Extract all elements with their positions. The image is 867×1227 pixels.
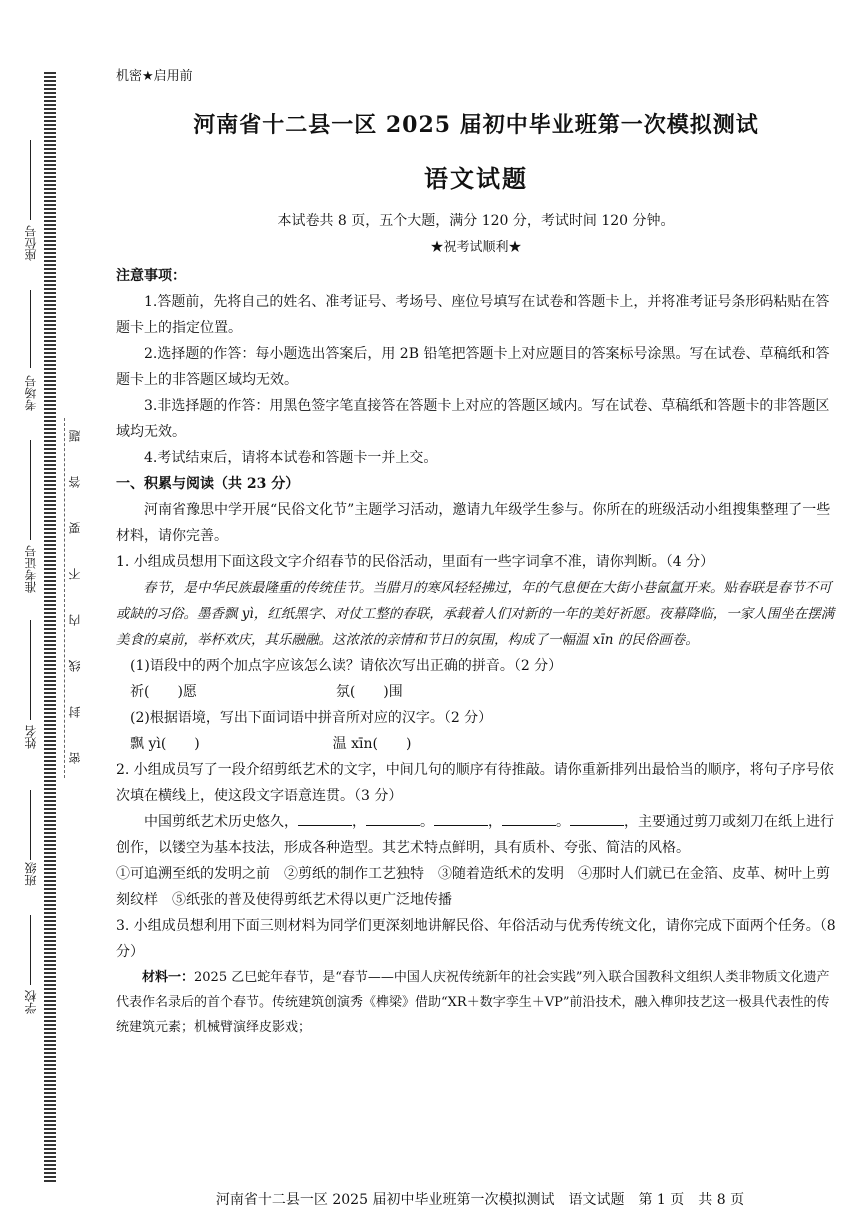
good-luck: ★祝考试顺利★ [430,240,522,255]
seal-line [64,418,66,778]
note-item: 4.考试结束后，请将本试卷和答题卡一并上交。 [144,450,438,466]
question-1-stem: 1. 小组成员想用下面这段文字介绍春节的民俗活动，里面有一些字词拿不准，请你判断。（4 分） [116,554,715,570]
note-item: 3.非选择题的作答：用黑色签字笔直接答在答题卡上对应的答题区域内。写在试卷、草稿纸和答题卡的非答题区域均无效。 [116,398,830,440]
room-line [30,290,31,368]
answer-slot[interactable]: 温 xīn( ) [332,736,412,752]
question-2-lead: 中国剪纸艺术历史悠久， [144,814,298,830]
field-ticket-number: 准考证号 [24,545,38,593]
section-intro: 河南省豫思中学开展“民俗文化节”主题学习活动，邀请九年级学生参与。你所在的班级活动小组搜集整理了一些材料，请你完善。 [116,502,831,544]
ticket-line [30,440,31,540]
seal-char: 密 [68,752,82,764]
section-heading: 一、积累与阅读（共 23 分） [116,476,300,492]
name-line [30,620,31,720]
question-2-stem: 2. 小组成员写了一段介绍剪纸艺术的文字，中间几句的顺序有待推敲。请你重新排列出最恰当的顺序，将句子序号依次填在横线上，使这段文字语意连贯。（3 分） [116,762,834,804]
exam-content [116,64,836,1040]
material-1-text: 2025 乙巳蛇年春节，是“春节——中国人庆祝传统新年的社会实践”列入联合国教科文组织人类非物质文化遗产代表作名录后的首个春节。传统建筑创演秀《榫梁》借助“XR＋数字孪生＋VP”前沿技术，融入榫卯技艺这一极具代表性的传统建筑元素；机械臂演绎皮影戏； [116,970,830,1035]
answer-blank[interactable] [502,813,556,826]
note-item: 2.选择题的作答：每小题选出答案后，用 2B 铅笔把答题卡上对应题目的答案标号涂黑。写在试卷、草稿纸和答题卡上的非答题区域均无效。 [116,346,830,388]
school-line [30,915,31,985]
question-1-sub2-answers [116,731,836,757]
question-2-options: ①可追溯至纸的发明之前 ②剪纸的制作工艺独特 ③随着造纸术的发明 ④那时人们就已在金箔、皮革、树叶上剪刻纹样 ⑤纸张的普及使得剪纸艺术得以更广泛地传播 [116,866,830,908]
question-1-passage: 春节，是中华民族最隆重的传统佳节。当腊月的寒风轻轻拂过，年的气息便在大街小巷氤氲开来。贴春联是春节不可或缺的习俗。墨香飘 yì，红纸黑字、对仗工整的春联，承载着人们对新的一年的美好祈愿。夜幕降临，一家人围坐在摆满美食的桌前，举杯欢庆，其乐融融。这浓浓的亲情和节日的氛围，构成了一幅温 xīn 的民俗画卷。 [116,580,835,648]
seal-char: 答 [68,476,82,488]
seal-char: 题 [68,430,82,442]
page-footer: 河南省十二县一区 2025 届初中毕业班第一次模拟测试 语文试题 第 1 页 共 8 页 [215,1192,745,1208]
answer-blank[interactable] [366,813,420,826]
field-name: 姓名 [24,725,38,749]
binding-margin [0,0,118,1227]
seal-char: 封 [68,706,82,718]
subject-title: 语文试题 [424,164,528,193]
answer-slot[interactable]: 飘 yì( ) [130,736,200,752]
question-2-body: 中国剪纸艺术历史悠久， ， 。 ， 。 ，主要通过剪刀或刻刀在纸上进行创作，以镂空为基本技法，形成各种造型。其艺术特点鲜明，具有质朴、夸张、简洁的风格。 [116,814,834,856]
exam-title: 河南省十二县一区 2025 届初中毕业班第一次模拟测试 [193,112,759,138]
answer-blank[interactable] [570,813,624,826]
material-1-label: 材料一： [142,970,195,985]
material-1 [116,965,836,1040]
question-2-tail: ，主要通过剪刀或刻刀在纸上进行创作，以镂空为基本技法，形成各种造型。其艺术特点鲜明，具有质朴、夸张、简洁的风格。 [116,814,834,856]
seal-char: 线 [68,660,82,672]
answer-slot[interactable]: 氛( )围 [335,684,403,700]
answer-blank[interactable] [298,813,352,826]
field-exam-room: 考场号 [24,375,38,411]
confidential-mark: 机密★启用前 [116,69,193,84]
seal-char: 内 [68,614,82,626]
field-seat-number: 座位号 [24,225,38,261]
answer-blank[interactable] [434,813,488,826]
question-1-sub2: (2)根据语境，写出下面词语中拼音所对应的汉字。（2 分） [130,710,493,726]
class-line [30,790,31,860]
note-item: 1.答题前，先将自己的姓名、准考证号、考场号、座位号填写在试卷和答题卡上，并将准考证号条形码粘贴在答题卡上的指定位置。 [116,294,830,336]
field-class: 班级 [24,862,38,886]
seal-char: 不 [68,568,82,580]
seal-char: 要 [68,522,82,534]
binding-hatch [44,72,56,1182]
notes-heading: 注意事项： [116,268,186,284]
question-1-sub1-answers [116,679,836,705]
exam-info: 本试卷共 8 页，五个大题，满分 120 分，考试时间 120 分钟。 [277,213,675,229]
question-3-stem: 3. 小组成员想利用下面三则材料为同学们更深刻地讲解民俗、年俗活动与优秀传统文化，请你完成下面两个任务。（8 分） [116,918,836,960]
answer-slot[interactable]: 祈( )愿 [130,684,197,700]
question-1-sub1: (1)语段中的两个加点字应该怎么读？请依次写出正确的拼音。（2 分） [130,658,563,674]
field-school: 学校 [24,990,38,1014]
seat-line [30,140,31,220]
